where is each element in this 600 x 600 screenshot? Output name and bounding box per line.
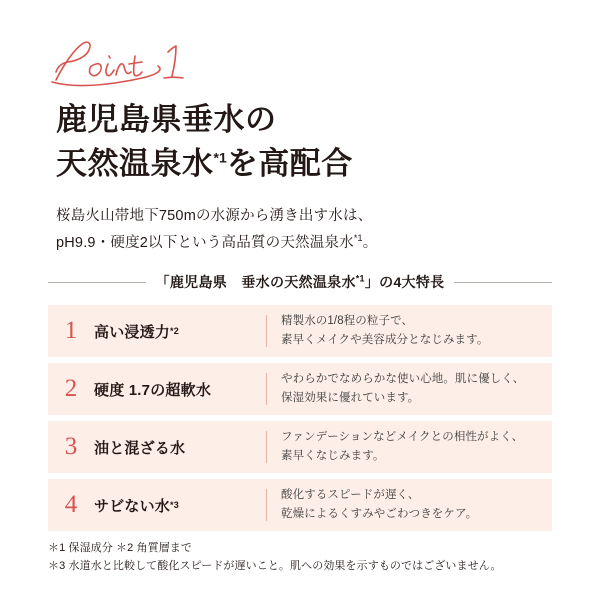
feature-title-text: サビない水 <box>94 497 171 515</box>
lead-paragraph <box>56 203 377 257</box>
feature-desc-line-2: 素早くなじみます。 <box>281 450 385 462</box>
feature-desc-line-2: 乾燥によるくすみやごわつきをケア。 <box>281 508 478 520</box>
feature-title <box>94 421 266 473</box>
feature-description <box>267 421 552 473</box>
feature-number: 3 <box>64 433 78 460</box>
feature-number: 4 <box>64 491 78 518</box>
feature-title <box>94 479 266 531</box>
feature-title <box>94 363 266 415</box>
feature-title <box>94 305 266 357</box>
point-script-icon <box>46 34 196 90</box>
feature-description <box>267 479 552 531</box>
headline-line-2 <box>56 142 353 186</box>
feature-desc-line-1: ファンデーションなどメイクとの相性がよく、 <box>281 431 524 444</box>
caption-footnote-ref: *1 <box>355 273 365 284</box>
lead-line-1: 桜島火山帯地下750mの水源から湧き出す水は、 <box>56 208 373 224</box>
feature-row <box>48 479 552 531</box>
lead-line-2 <box>56 230 377 257</box>
headline-line-2-after: を高配合 <box>226 146 353 182</box>
feature-description <box>267 363 552 415</box>
section-caption <box>48 272 552 292</box>
footnote-line-1: ＊1 保湿成分 ＊2 角質層まで <box>48 542 193 554</box>
footnotes <box>48 540 560 576</box>
point-script-mark <box>46 34 196 90</box>
headline-footnote-ref: *1 <box>213 149 227 166</box>
feature-desc-line-2: 保湿効果に優れています。 <box>281 392 420 404</box>
feature-desc-line-1: 精製水の1/8程の粒子で、 <box>281 315 414 328</box>
caption-rule-right <box>454 282 552 283</box>
caption-text <box>156 272 445 292</box>
lead-line-2-after: 。 <box>362 234 378 251</box>
lead-line-2-before: pH9.9・硬度2以下という高品質の天然温泉水 <box>56 234 354 251</box>
feature-title-footnote-ref: *2 <box>170 326 179 336</box>
feature-desc-line-1: やわらかでなめらかな使い心地。肌に優しく、 <box>281 373 525 386</box>
headline-line-2-before: 天然温泉水 <box>56 146 214 182</box>
page-title <box>56 98 353 186</box>
headline-line-1: 鹿児島県垂水の <box>56 102 277 137</box>
feature-desc-line-2: 素早くメイクや美容成分となじみます。 <box>281 334 489 346</box>
feature-list <box>48 305 552 537</box>
feature-row <box>48 363 552 415</box>
caption-before: 「鹿児島県 垂水の天然温泉水 <box>155 274 356 290</box>
caption-after: 」の4大特長 <box>364 274 445 290</box>
feature-row <box>48 305 552 357</box>
feature-row <box>48 421 552 473</box>
feature-description <box>267 305 552 357</box>
lead-footnote-ref: *1 <box>353 232 363 243</box>
feature-number: 2 <box>64 375 78 402</box>
feature-title-text: 硬度 1.7の超軟水 <box>94 381 212 399</box>
feature-desc-line-1: 酸化するスピードが遅く、 <box>281 489 420 502</box>
feature-title-text: 油と混ざる水 <box>94 439 186 457</box>
footnote-line-2: ＊3 水道水と比較して酸化スピードが遅いこと。肌への効果を示すものではございません。 <box>48 559 502 572</box>
feature-title-text: 高い浸透力 <box>94 323 171 341</box>
caption-rule-left <box>48 282 146 283</box>
feature-number: 1 <box>64 317 78 344</box>
feature-title-footnote-ref: *3 <box>170 500 179 510</box>
